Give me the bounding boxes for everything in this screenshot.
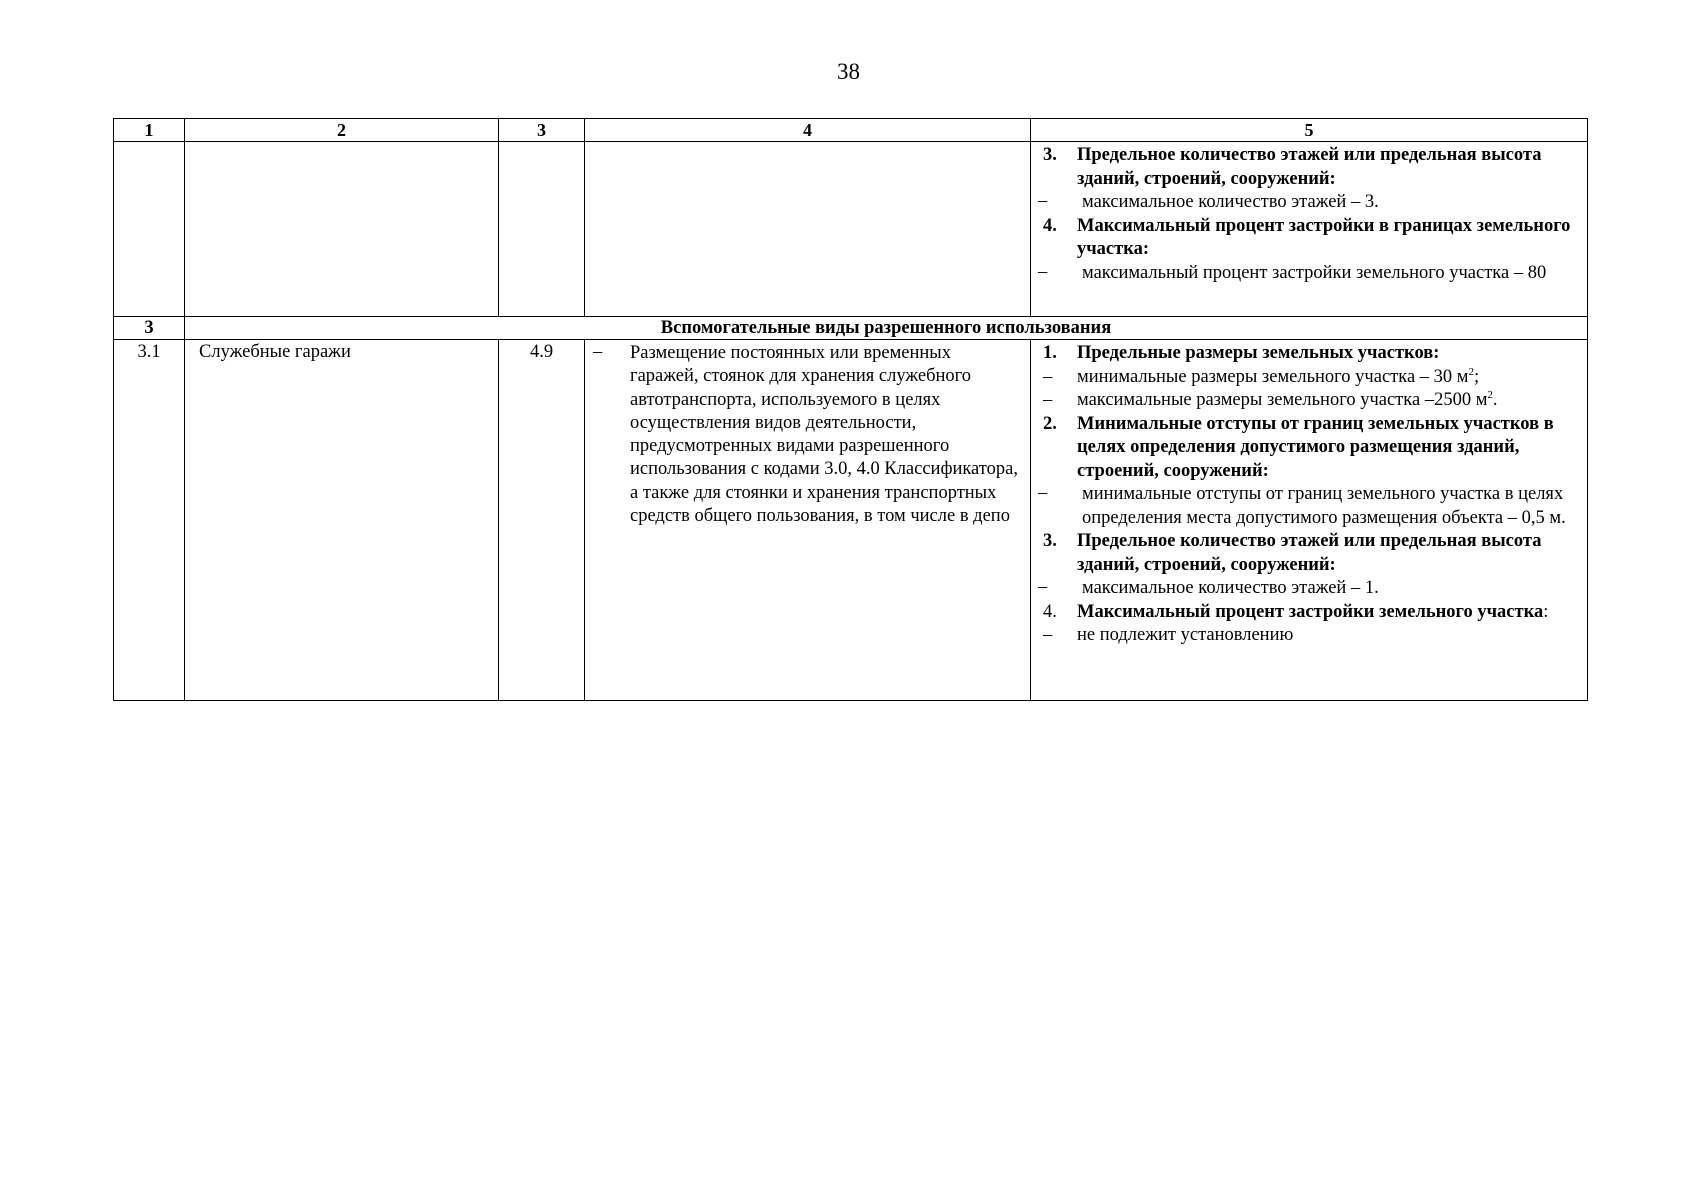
parameter-value-text: минимальные размеры земельного участка – 30 $м^2$; bbox=[1077, 365, 1480, 387]
list-marker: 4. bbox=[1043, 215, 1057, 236]
list-marker: 1. bbox=[1043, 343, 1057, 363]
parameter-value bbox=[1037, 262, 1581, 286]
parameter-heading-text: Максимальный процент застройки в границах земельного участка: bbox=[1077, 215, 1571, 259]
parameter-value bbox=[1037, 389, 1581, 413]
parameter-heading-text: Предельное количество этажей или предельная высота зданий, строений, сооружений: bbox=[1077, 145, 1542, 189]
column-header-4: 4 bbox=[585, 119, 1031, 142]
list-marker: 3. bbox=[1043, 145, 1057, 165]
land-use-regulations-table bbox=[113, 118, 1588, 701]
cell-number-empty bbox=[114, 142, 185, 317]
land-use-description bbox=[585, 340, 1031, 701]
row-number: 3.1 bbox=[114, 340, 185, 701]
parameter-value-text: максимальные размеры земельного участка –2500 $м^2$. bbox=[1077, 388, 1498, 410]
parameter-heading bbox=[1037, 530, 1581, 577]
parameter-heading-text: Минимальные отступы от границ земельных участков в целях определения допустимого размещения зданий, строений, сооружений: bbox=[1077, 413, 1554, 481]
parameter-value bbox=[1037, 191, 1581, 215]
land-use-code: 4.9 bbox=[499, 340, 585, 701]
list-marker: 2. bbox=[1043, 413, 1057, 434]
parameter-value bbox=[1037, 366, 1581, 390]
parameter-heading bbox=[1037, 215, 1581, 262]
continued-row bbox=[114, 142, 1588, 317]
column-header-2: 2 bbox=[185, 119, 499, 142]
page-number: 38 bbox=[837, 59, 860, 84]
dash-marker: – bbox=[1043, 625, 1053, 645]
table-row bbox=[114, 340, 1588, 701]
parameter-heading bbox=[1037, 413, 1581, 484]
column-number-header-row bbox=[114, 119, 1588, 142]
section-row bbox=[114, 317, 1588, 340]
dash-marker: – bbox=[1038, 261, 1048, 282]
column-header-3: 3 bbox=[499, 119, 585, 142]
list-marker: 3. bbox=[1043, 531, 1057, 551]
parameter-value-text: минимальные отступы от границ земельного участка в целях определения места допустимого размещения объекта – 0,5 м. bbox=[1082, 484, 1566, 528]
parameter-value-text: максимальное количество этажей – 3. bbox=[1082, 192, 1379, 212]
dash-marker: – bbox=[1043, 390, 1053, 410]
section-title: Вспомогательные виды разрешенного использования bbox=[185, 317, 1588, 340]
dash-marker: – bbox=[593, 342, 603, 362]
dash-marker: – bbox=[1038, 483, 1048, 503]
parameter-value-text: не подлежит установлению bbox=[1077, 625, 1294, 645]
cell-name-empty bbox=[185, 142, 499, 317]
parameter-value bbox=[1037, 624, 1581, 648]
dash-marker: – bbox=[1043, 366, 1053, 387]
parameter-heading-text: Предельные размеры земельных участков: bbox=[1077, 343, 1440, 363]
column-header-5: 5 bbox=[1031, 119, 1588, 142]
parameter-value-text: максимальный процент застройки земельного участка – 80 bbox=[1082, 262, 1547, 283]
parameter-heading-text: Максимальный процент застройки земельного участка: bbox=[1077, 601, 1549, 622]
cell-code-empty bbox=[499, 142, 585, 317]
parameter-heading bbox=[1037, 342, 1581, 366]
cell-description-empty bbox=[585, 142, 1031, 317]
parameter-heading-text: Предельное количество этажей или предельная высота зданий, строений, сооружений: bbox=[1077, 531, 1542, 575]
parameter-heading bbox=[1037, 144, 1581, 191]
land-use-name: Служебные гаражи bbox=[185, 340, 499, 701]
list-marker: 4. bbox=[1043, 601, 1057, 622]
column-header-1: 1 bbox=[114, 119, 185, 142]
parameter-value bbox=[1037, 577, 1581, 601]
section-number: 3 bbox=[114, 317, 185, 340]
cell-parameters-continued bbox=[1031, 142, 1588, 317]
description-text: Размещение постоянных или временных гаражей, стоянок для хранения служебного автотранспорта, используемого в целях осуществления видов деятельности, предусмотренных видами разрешенного использования с кодами 3.0, 4.0 Классификатора, а также для стоянки и хранения транспортных средств общего пользования, в том числе в депо bbox=[630, 343, 1018, 527]
cell-parameters bbox=[1031, 340, 1588, 701]
dash-marker: – bbox=[1038, 191, 1048, 211]
parameter-value-text: максимальное количество этажей – 1. bbox=[1082, 578, 1379, 598]
parameter-heading bbox=[1037, 601, 1581, 625]
dash-marker: – bbox=[1038, 577, 1048, 597]
parameter-value bbox=[1037, 483, 1581, 530]
